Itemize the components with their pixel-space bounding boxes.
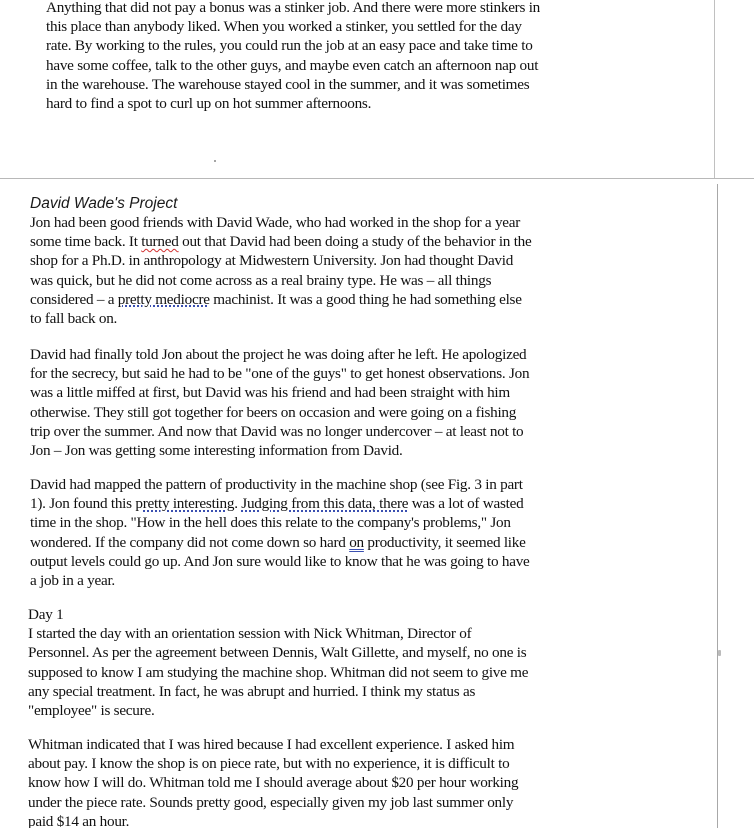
text-line: have some coffee, talk to the other guys, and maybe even catch an afternoon nap out [46,56,539,74]
text-line: any special treatment. In fact, he was abrupt and hurried. I think my status as [28,682,476,700]
text-line: wondered. If the company did not come down so hard on productivity, it seemed like [30,533,526,551]
text-line: Personnel. As per the agreement between Dennis, Walt Gillette, and myself, no one is [28,644,527,662]
paragraph-top [46,0,540,113]
grammar-mark[interactable]: Judging from this data, there [241,495,409,513]
paragraph-2 [30,345,529,460]
text-line: in the warehouse. The warehouse stayed cool in the summer, and it was sometimes [46,75,530,93]
section-heading: David Wade's Project [30,195,178,212]
text-line: Whitman indicated that I was hired because I had excellent experience. I asked him [28,736,515,753]
text-line: 1). Jon found this pretty interesting. Judging from this data, there was a lot of wasted [30,495,524,513]
paragraph-5 [28,735,518,828]
text-line: about pay. I know the shop is on piece rate, but with no experience, it is difficult to [28,755,510,773]
day-label: Day 1 [28,606,64,623]
text-line: supposed to know I am studying the machine shop. Whitman did not seem to give me [28,663,529,681]
text-line: to fall back on. [30,310,118,328]
text-line: David had mapped the pattern of productivity in the machine shop (see Fig. 3 in part [30,476,523,493]
text-line: output levels could go up. And Jon sure would like to know that he was going to have [30,552,530,570]
paragraph-4 [28,605,528,720]
text-line: considered – a pretty mediocre machinist. It was a good thing he had something else [30,290,522,308]
text-line: was a little miffed at first, but David was his friend and had been straight with him [30,384,510,402]
scroll-area[interactable] [719,184,754,828]
text-line: trip over the summer. And now that David was no longer undercover – at least not to [30,422,524,440]
text-line: for the secrecy, but said he had to be "one of the guys" to get honest observations. Jon [30,365,530,383]
text-line: some time back. It turned out that David had been doing a study of the behavior in the [30,233,532,251]
text-line: this place than anybody liked. When you worked a stinker, you settled for the day [46,18,522,36]
paragraph-1 [30,213,532,328]
text-line: Anything that did not pay a bonus was a stinker job. And there were more stinkers in [46,0,541,16]
text-line: was quick, but he did not come across as a real brainy type. He was – all things [30,271,492,289]
text-line: paid $14 an hour. [28,812,130,828]
text-line: shop for a Ph.D. in anthropology at Midwestern University. Jon had thought David [30,252,514,270]
grammar-mark[interactable]: pretty interesting [135,495,235,513]
spelling-error-mark[interactable]: turned [141,233,179,251]
text-line: I started the day with an orientation session with Nick Whitman, Director of [28,625,472,643]
text-line: a job in a year. [30,572,115,590]
text-line: Jon – Jon was getting some interesting information from David. [30,442,403,460]
text-line: David had finally told Jon about the project he was doing after he left. He apologized [30,346,527,363]
text-line: rate. By working to the rules, you could run the job at an easy pace and take time to [46,37,533,55]
page-edge [714,0,715,178]
text-line: Jon had been good friends with David Wade, who had worked in the shop for a year [30,214,521,231]
grammar-mark[interactable]: pretty mediocre [117,290,210,308]
text-line: "employee" is secure. [28,702,155,720]
text-line: under the piece rate. Sounds pretty good, especially given my job last summer only [28,793,514,811]
speck [718,650,721,656]
paragraph-3 [30,475,530,590]
text-line: time in the shop. "How in the hell does this relate to the company's problems," Jon [30,514,511,532]
grammar-mark[interactable]: on [349,533,364,551]
text-line: hard to find a spot to curl up on hot summer afternoons. [46,95,372,113]
text-line: otherwise. They still got together for beers on occasion and were going on a fishing [30,403,517,421]
speck [214,160,216,162]
text-line: know how I will do. Whitman told me I should average about $20 per hour working [28,774,519,792]
